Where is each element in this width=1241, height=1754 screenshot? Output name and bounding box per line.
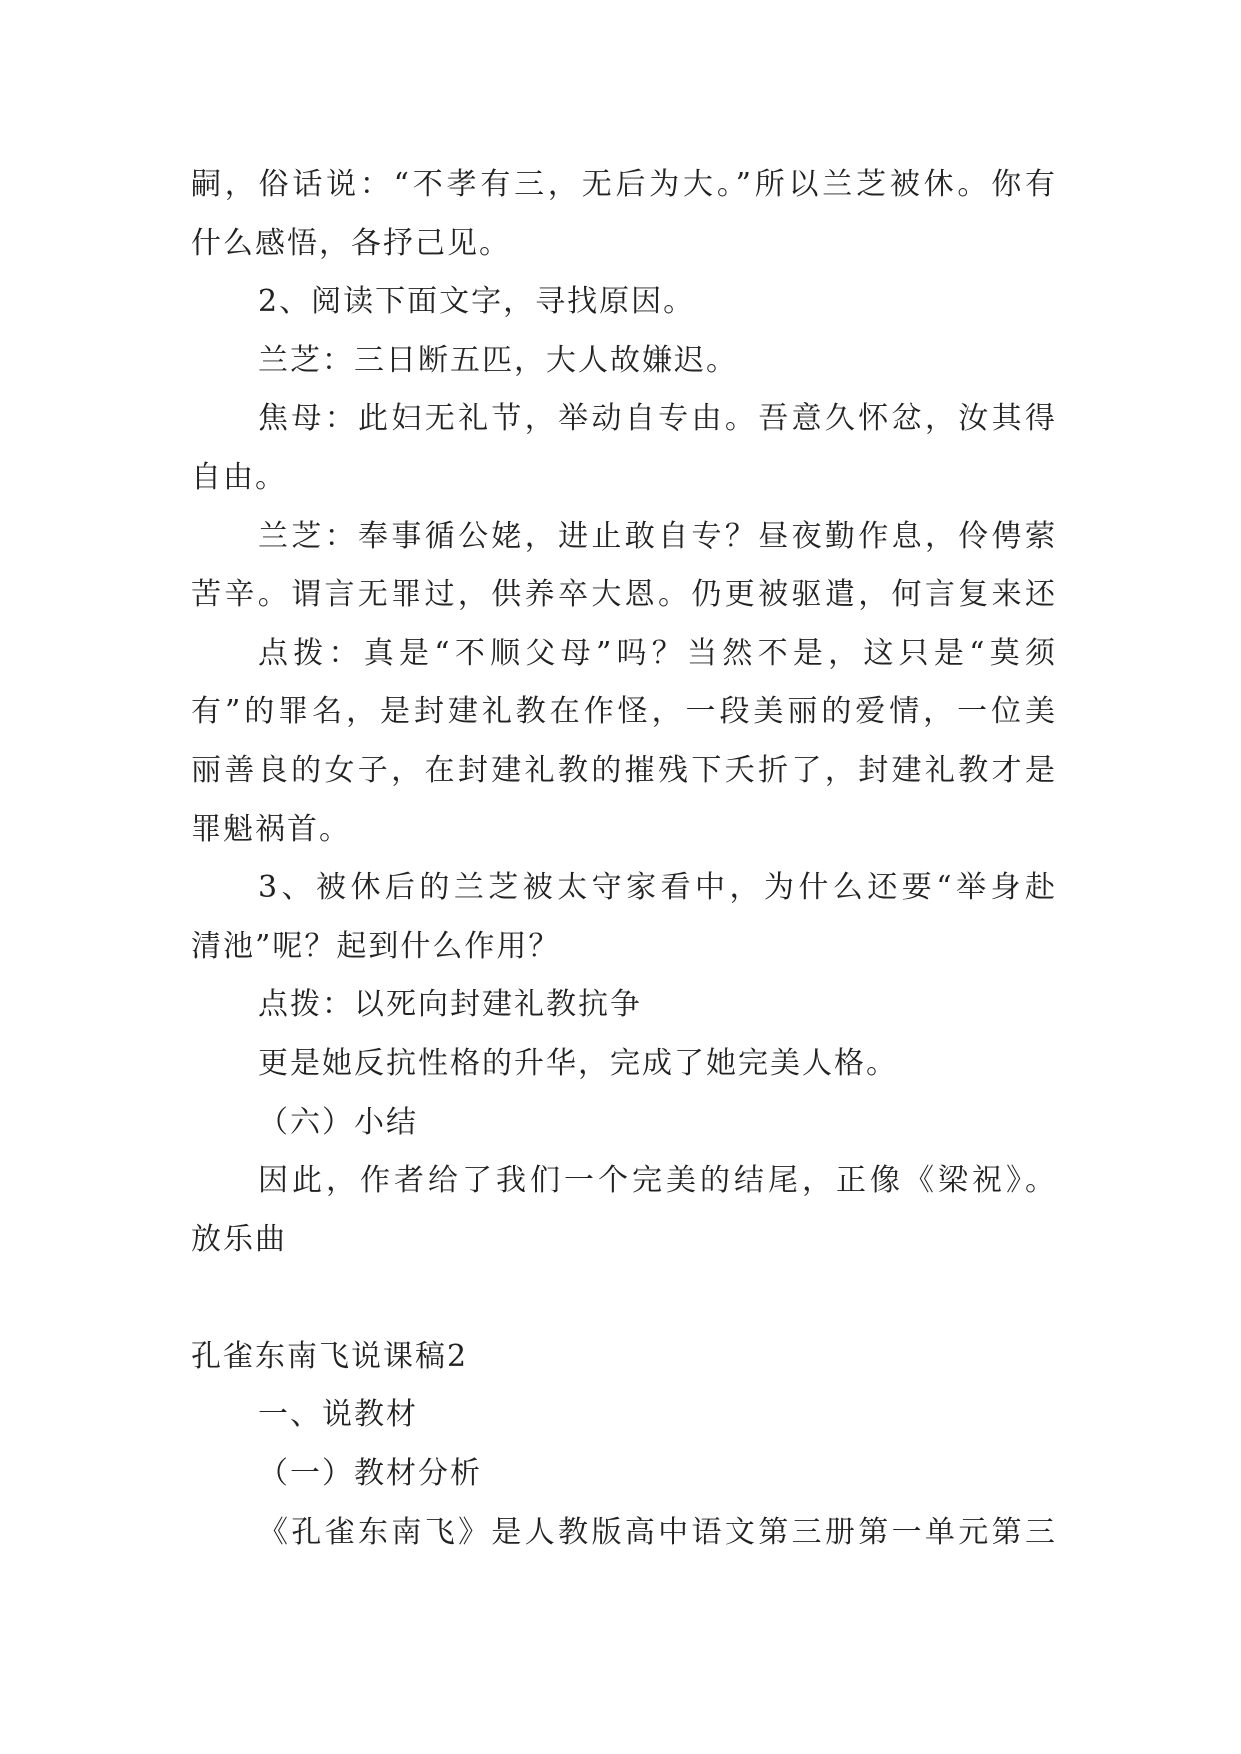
paragraph-line: 焦母：此妇无礼节，举动自专由。吾意久怀忿，汝其得 [258,401,1057,437]
paragraph [191,1035,1057,1094]
section-heading [191,1386,1057,1445]
document-body [191,156,1057,1562]
paragraph-line: 丽善良的女子，在封建礼教的摧残下夭折了，封建礼教才是 [191,752,1057,788]
paragraph-line: 兰芝：奉事循公姥，进止敢自专？昼夜勤作息，伶俜萦 [258,518,1057,554]
document-title: 孔雀东南飞说课稿2 [191,1338,469,1374]
section-heading [191,1094,1057,1153]
paragraph [191,390,1057,507]
paragraph-line: 2、阅读下面文字，寻找原因。 [258,284,696,320]
paragraph [191,1152,1057,1269]
paragraph [191,976,1057,1035]
paragraph-line: 兰芝：三日断五匹，大人故嫌迟。 [258,342,738,378]
paragraph-line: 更是她反抗性格的升华，完成了她完美人格。 [258,1045,898,1081]
paragraph-line: （六）小结 [258,1104,418,1140]
paragraph-line: 什么感悟，各抒己见。 [191,225,511,261]
paragraph [191,273,1057,332]
paragraph-line: 有”的罪名，是封建礼教在作怪，一段美丽的爱情，一位美 [191,694,1057,730]
paragraph-line: 自由。 [191,459,287,495]
blank-line [191,1269,1057,1328]
paragraph [191,332,1057,391]
section-heading [191,1445,1057,1504]
paragraph-line: 罪魁祸首。 [191,811,351,847]
paragraph-line: 点拨：真是“不顺父母”吗？当然不是，这只是“莫须 [258,635,1057,671]
paragraph [191,625,1057,859]
paragraph [191,859,1057,976]
paragraph [191,508,1057,625]
paragraph-line: 清池”呢？起到什么作用？ [191,928,561,964]
paragraph [191,1504,1057,1563]
paragraph-line: 《孔雀东南飞》是人教版高中语文第三册第一单元第三 [258,1514,1057,1550]
paragraph-line: 点拨：以死向封建礼教抗争 [258,987,642,1023]
paragraph-line: （一）教材分析 [258,1456,482,1492]
paragraph-line: 嗣，俗话说：“不孝有三，无后为大。”所以兰芝被休。你有 [191,167,1057,202]
paragraph-line: 苦辛。谓言无罪过，供养卒大恩。仍更被驱遣，何言复来还 [191,577,1057,613]
paragraph-line: 3、被休后的兰芝被太守家看中，为什么还要“举身赴 [258,870,1057,906]
paragraph-line: 放乐曲 [191,1221,287,1257]
paragraph [191,156,1057,273]
paragraph-line: 因此，作者给了我们一个完美的结尾，正像《梁祝》。 [258,1163,1057,1199]
paragraph-line: 一、说教材 [258,1397,418,1433]
